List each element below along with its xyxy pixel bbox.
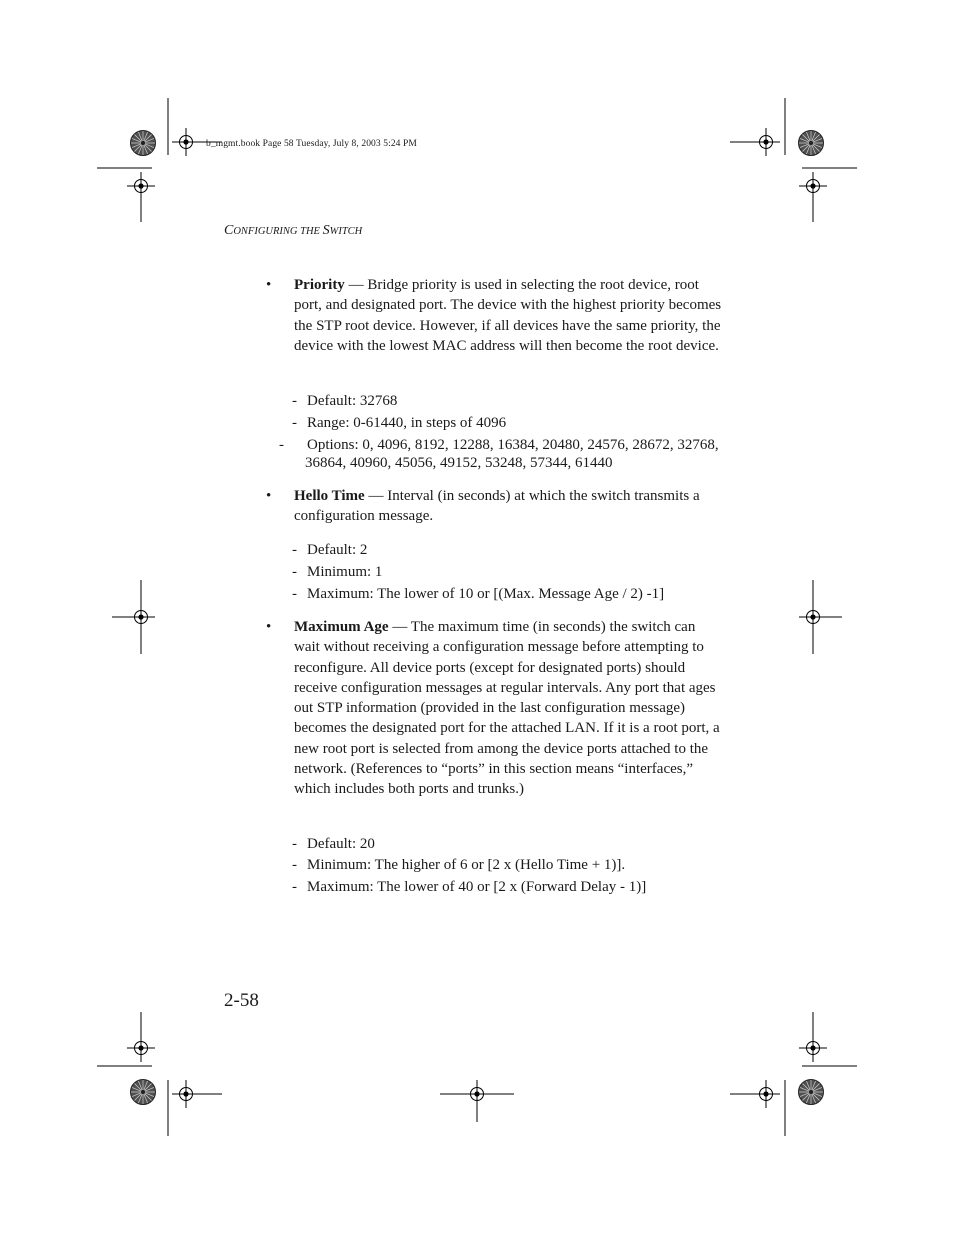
print-header-line: b_mgmt.book Page 58 Tuesday, July 8, 2003 5:24 PM — [206, 139, 417, 149]
list-item: - Range: 0-61440, in steps of 4096 — [292, 415, 507, 431]
list-item: - Minimum: The higher of 6 or [2 x (Hello Time + 1)]. — [292, 857, 626, 873]
priority-term: Priority — [294, 277, 345, 293]
maximum-age-term: Maximum Age — [294, 619, 389, 635]
maximum-age-paragraph: Maximum Age — The maximum time (in seconds) the switch can wait without receiving a configuration message before attempting to reconfigure. All device ports (except for designated ports) should receive configuration messages at regular intervals. Any port that ages out STP information (provided in the last configuration message) becomes the designated port for the attached LAN. If it is a root port, a new root port is selected from among the device ports attached to the network. (References to “ports” in this section means “interfaces,” which includes both ports and trunks.) — [294, 619, 720, 798]
hello-time-paragraph: Hello Time — Interval (in seconds) at which the switch transmits a configuration message. — [294, 488, 700, 525]
bullet-icon: • — [266, 619, 272, 635]
list-item: - Default: 2 — [292, 542, 368, 558]
bullet-icon: • — [266, 277, 272, 293]
list-item: - Default: 32768 — [292, 393, 398, 409]
list-item: - Minimum: 1 — [292, 564, 383, 580]
page-number: 2-58 — [224, 990, 259, 1011]
list-item: - Options: 0, 4096, 8192, 12288, 16384, 20480, 24576, 28672, 32768, 36864, 40960, 45056, 49152, 53248, 57344, 61440 — [279, 437, 719, 471]
hello-time-term: Hello Time — [294, 488, 365, 504]
running-head: CONFIGURING THE SWITCH — [224, 223, 363, 238]
list-item: - Default: 20 — [292, 836, 375, 852]
list-item: - Maximum: The lower of 40 or [2 x (Forward Delay - 1)] — [292, 879, 647, 895]
priority-paragraph: Priority — Bridge priority is used in selecting the root device, root port, and designated port. The device with the highest priority becomes the STP root device. However, if all devices have the same priority, the device with the lowest MAC address will then become the root device. — [294, 277, 722, 354]
list-item: - Maximum: The lower of 10 or [(Max. Message Age / 2) -1] — [292, 586, 665, 602]
bullet-icon: • — [266, 488, 272, 504]
